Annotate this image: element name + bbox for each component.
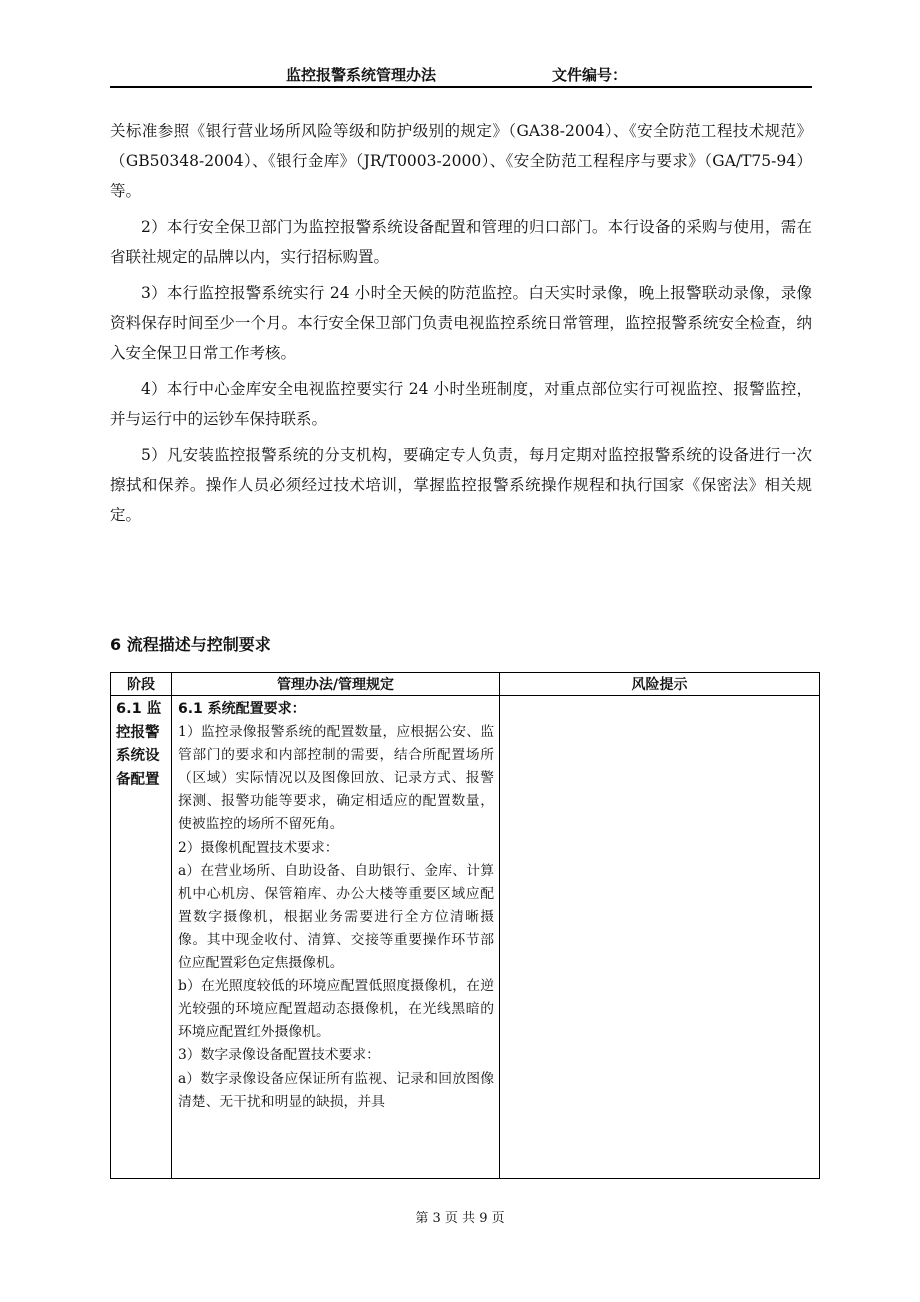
paragraph: 5）凡安装监控报警系统的分支机构，要确定专人负责，每月定期对监控报警系统的设备进行一次擦拭和保养。操作人员必须经过技术培训，掌握监控报警系统操作规程和执行国家《保密法》相关规定。	[110, 446, 812, 524]
column-header-stage: 阶段	[111, 673, 172, 696]
column-header-rules: 管理办法/管理规定	[172, 673, 500, 696]
page-footer: 第 3 页 共 9 页	[415, 1211, 505, 1226]
rule-line: b）在光照度较低的环境应配置低照度摄像机，在逆光较强的环境应配置超动态摄像机，在光线黑暗的环境应配置红外摄像机。	[178, 978, 494, 1041]
risk-cell	[500, 696, 820, 1179]
table-row	[111, 696, 820, 1179]
body-text	[110, 116, 812, 536]
page-header	[110, 60, 812, 88]
paragraph: 关标准参照《银行营业场所风险等级和防护级别的规定》（GA38-2004）、《安全防范工程技术规范》（GB50348-2004）、《银行金库》（JR/T0003-2000）、《安全防范工程程序与要求》（GA/T75-94）等。	[110, 122, 812, 200]
rule-line: a）数字录像设备应保证所有监视、记录和回放图像清楚、无干扰和明显的缺损，并具	[178, 1070, 494, 1110]
process-table	[110, 672, 820, 1179]
rule-line: 2）摄像机配置技术要求：	[178, 839, 339, 856]
rule-title: 6.1 系统配置要求：	[178, 701, 306, 717]
rule-line: 3）数字录像设备配置技术要求：	[178, 1047, 380, 1064]
header-title: 监控报警系统管理办法	[286, 66, 437, 84]
stage-cell: 6.1 监控报警系统设备配置	[111, 696, 172, 1179]
paragraph: 3）本行监控报警系统实行 24 小时全天候的防范监控。白天实时录像，晚上报警联动录像，录像资料保存时间至少一个月。本行安全保卫部门负责电视监控系统日常管理，监控报警系统安全检查，纳入安全保卫日常工作考核。	[110, 284, 812, 362]
header-doc-number-label: 文件编号：	[552, 66, 628, 84]
paragraph: 2）本行安全保卫部门为监控报警系统设备配置和管理的归口部门。本行设备的采购与使用，需在省联社规定的品牌以内，实行招标购置。	[110, 218, 812, 266]
column-header-risk: 风险提示	[500, 673, 820, 696]
rule-line: a）在营业场所、自助设备、自助银行、金库、计算机中心机房、保管箱库、办公大楼等重要区域应配置数字摄像机，根据业务需要进行全方位清晰摄像。其中现金收付、清算、交接等重要操作环节部位应配置彩色定焦摄像机。	[178, 862, 494, 972]
table-header-row	[111, 673, 820, 696]
rules-cell	[172, 696, 500, 1179]
section-title: 6 流程描述与控制要求	[110, 635, 271, 654]
paragraph: 4）本行中心金库安全电视监控要实行 24 小时坐班制度，对重点部位实行可视监控、报警监控，并与运行中的运钞车保持联系。	[110, 380, 812, 428]
rule-line: 1）监控录像报警系统的配置数量，应根据公安、监管部门的要求和内部控制的需要，结合所配置场所（区域）实际情况以及图像回放、记录方式、报警探测、报警功能等要求，确定相适应的配置数量，使被监控的场所不留死角。	[178, 724, 494, 833]
